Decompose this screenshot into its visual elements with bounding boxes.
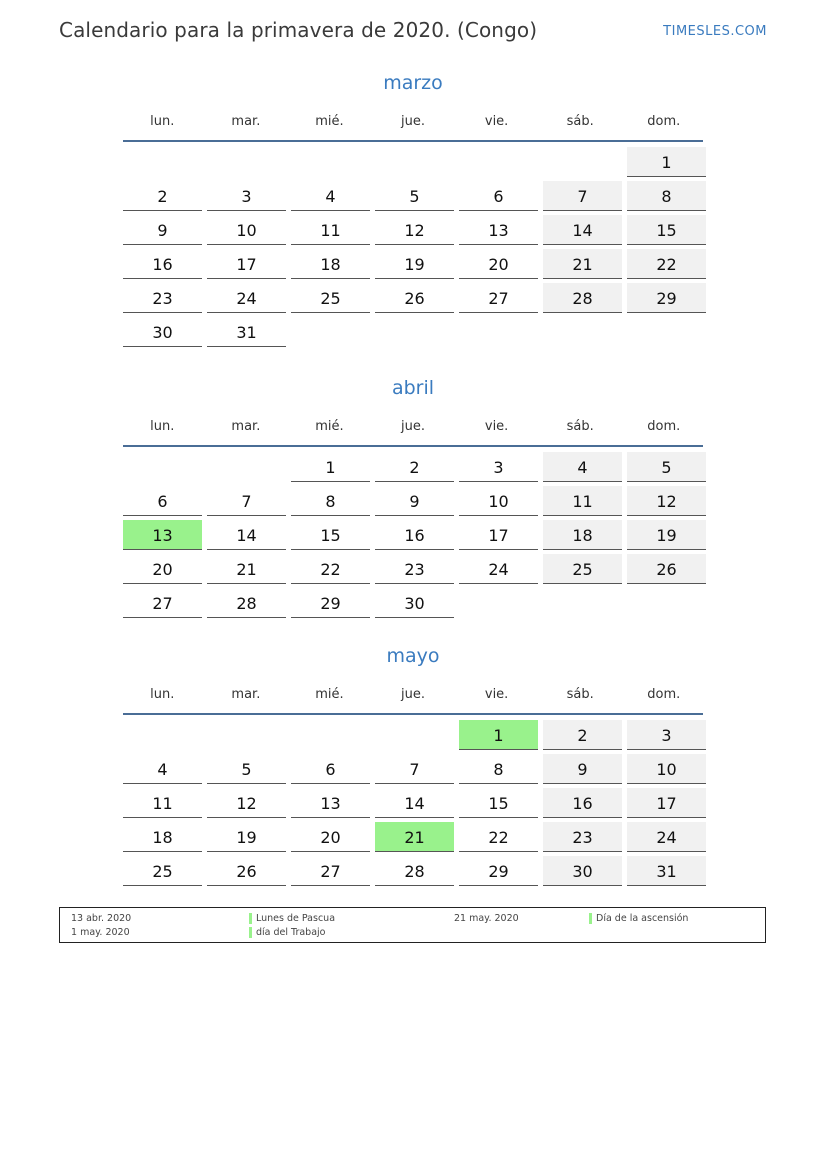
weekday-label: mar. [231,113,261,129]
weekday-label: dom. [647,418,681,434]
weekday-label: lun. [150,686,175,702]
day-cell: 28 [543,283,622,313]
day-cell: 14 [207,520,286,550]
day-cell: 7 [543,181,622,211]
day-cell: 31 [627,856,706,886]
day-cell: 19 [207,822,286,852]
day-cell: 2 [123,181,202,211]
month-march [123,68,703,347]
empty-day-cell [459,317,538,347]
day-cell: 18 [291,249,370,279]
month-title: mayo [386,645,440,667]
day-cell: 10 [627,754,706,784]
day-cell: 12 [627,486,706,516]
day-cell: 8 [459,754,538,784]
weekday-label: mié. [315,686,344,702]
weekday-label: jue. [401,113,426,129]
legend-date: 21 may. 2020 [454,913,519,924]
empty-day-cell [543,317,622,347]
day-cell: 19 [375,249,454,279]
day-cell: 16 [123,249,202,279]
day-cell: 11 [123,788,202,818]
day-cell: 28 [207,588,286,618]
day-cell: 6 [459,181,538,211]
day-cell: 18 [123,822,202,852]
day-cell: 17 [207,249,286,279]
legend-date: 1 may. 2020 [71,927,130,938]
day-cell: 29 [459,856,538,886]
day-cell: 8 [627,181,706,211]
empty-day-cell [291,720,370,750]
day-cell: 22 [627,249,706,279]
day-cell: 26 [207,856,286,886]
day-cell: 24 [207,283,286,313]
day-cell: 31 [207,317,286,347]
day-cell: 11 [291,215,370,245]
day-cell: 7 [207,486,286,516]
weekday-label: dom. [647,686,681,702]
day-cell: 13 [291,788,370,818]
day-cell: 19 [627,520,706,550]
empty-day-cell [543,147,622,177]
weekday-header [123,104,703,142]
day-cell: 26 [627,554,706,584]
brand-logo-text[interactable]: TIMESLES.COM [663,24,767,39]
day-cell: 12 [207,788,286,818]
day-cell: 28 [375,856,454,886]
weekday-header [123,409,703,447]
weekday-header [123,677,703,715]
weekday-label: mar. [231,418,261,434]
day-cell: 30 [123,317,202,347]
page-title: Calendario para la primavera de 2020. (Congo) [59,18,538,42]
legend-date: 13 abr. 2020 [71,913,132,924]
empty-day-cell [459,147,538,177]
day-cell: 4 [543,452,622,482]
weekday-label: lun. [150,418,175,434]
day-cell: 5 [207,754,286,784]
weekday-label: vie. [484,686,509,702]
empty-day-cell [123,720,202,750]
weekday-label: sáb. [566,686,594,702]
day-cell: 10 [207,215,286,245]
day-cell: 5 [375,181,454,211]
day-cell: 17 [459,520,538,550]
weekday-label: vie. [484,418,509,434]
day-cell: 23 [123,283,202,313]
weekday-label: sáb. [566,113,594,129]
day-cell: 23 [543,822,622,852]
weekday-label: jue. [401,686,426,702]
weekday-label: mié. [315,418,344,434]
day-cell: 3 [627,720,706,750]
day-cell: 21 [207,554,286,584]
day-cell: 12 [375,215,454,245]
day-cell: 25 [543,554,622,584]
day-cell: 1 [459,720,538,750]
day-cell: 15 [459,788,538,818]
day-cell: 3 [459,452,538,482]
day-cell: 20 [123,554,202,584]
weekday-label: lun. [150,113,175,129]
day-cell: 22 [459,822,538,852]
day-cell: 13 [459,215,538,245]
empty-day-cell [207,720,286,750]
empty-day-cell [375,317,454,347]
day-cell: 26 [375,283,454,313]
day-cell: 27 [123,588,202,618]
day-cell: 9 [123,215,202,245]
day-cell: 6 [123,486,202,516]
day-cell: 27 [459,283,538,313]
day-grid [123,720,703,886]
month-title: abril [391,377,435,399]
weekday-label: mar. [231,686,261,702]
day-cell: 1 [291,452,370,482]
weekday-label: vie. [484,113,509,129]
day-cell: 25 [123,856,202,886]
empty-day-cell [459,588,538,618]
day-cell: 8 [291,486,370,516]
day-cell: 17 [627,788,706,818]
day-cell: 5 [627,452,706,482]
weekday-label: mié. [315,113,344,129]
day-cell: 20 [291,822,370,852]
empty-day-cell [375,147,454,177]
day-cell: 15 [291,520,370,550]
weekday-label: dom. [647,113,681,129]
holiday-legend [59,907,766,943]
day-cell: 6 [291,754,370,784]
day-cell: 29 [627,283,706,313]
empty-day-cell [543,588,622,618]
empty-day-cell [291,317,370,347]
day-cell: 15 [627,215,706,245]
day-cell: 23 [375,554,454,584]
day-cell: 21 [375,822,454,852]
day-cell: 4 [123,754,202,784]
empty-day-cell [207,452,286,482]
empty-day-cell [207,147,286,177]
day-cell: 10 [459,486,538,516]
day-cell: 4 [291,181,370,211]
day-cell: 16 [543,788,622,818]
empty-day-cell [123,147,202,177]
empty-day-cell [375,720,454,750]
day-grid [123,147,703,347]
month-april [123,373,703,618]
weekday-label: sáb. [566,418,594,434]
day-cell: 22 [291,554,370,584]
day-cell: 30 [375,588,454,618]
month-title: marzo [383,72,443,94]
day-cell: 24 [627,822,706,852]
day-cell: 29 [291,588,370,618]
day-cell: 16 [375,520,454,550]
legend-holiday-name: día del Trabajo [249,927,325,938]
day-cell: 18 [543,520,622,550]
day-cell: 9 [375,486,454,516]
day-cell: 2 [543,720,622,750]
day-grid [123,452,703,618]
day-cell: 14 [375,788,454,818]
legend-holiday-name: Lunes de Pascua [249,913,335,924]
day-cell: 13 [123,520,202,550]
day-cell: 7 [375,754,454,784]
weekday-label: jue. [401,418,426,434]
day-cell: 27 [291,856,370,886]
empty-day-cell [627,588,706,618]
day-cell: 21 [543,249,622,279]
month-may [123,641,703,886]
empty-day-cell [291,147,370,177]
day-cell: 20 [459,249,538,279]
day-cell: 1 [627,147,706,177]
day-cell: 30 [543,856,622,886]
day-cell: 3 [207,181,286,211]
day-cell: 9 [543,754,622,784]
day-cell: 24 [459,554,538,584]
empty-day-cell [123,452,202,482]
day-cell: 14 [543,215,622,245]
day-cell: 25 [291,283,370,313]
day-cell: 11 [543,486,622,516]
legend-holiday-name: Día de la ascensión [589,913,688,924]
day-cell: 2 [375,452,454,482]
empty-day-cell [627,317,706,347]
